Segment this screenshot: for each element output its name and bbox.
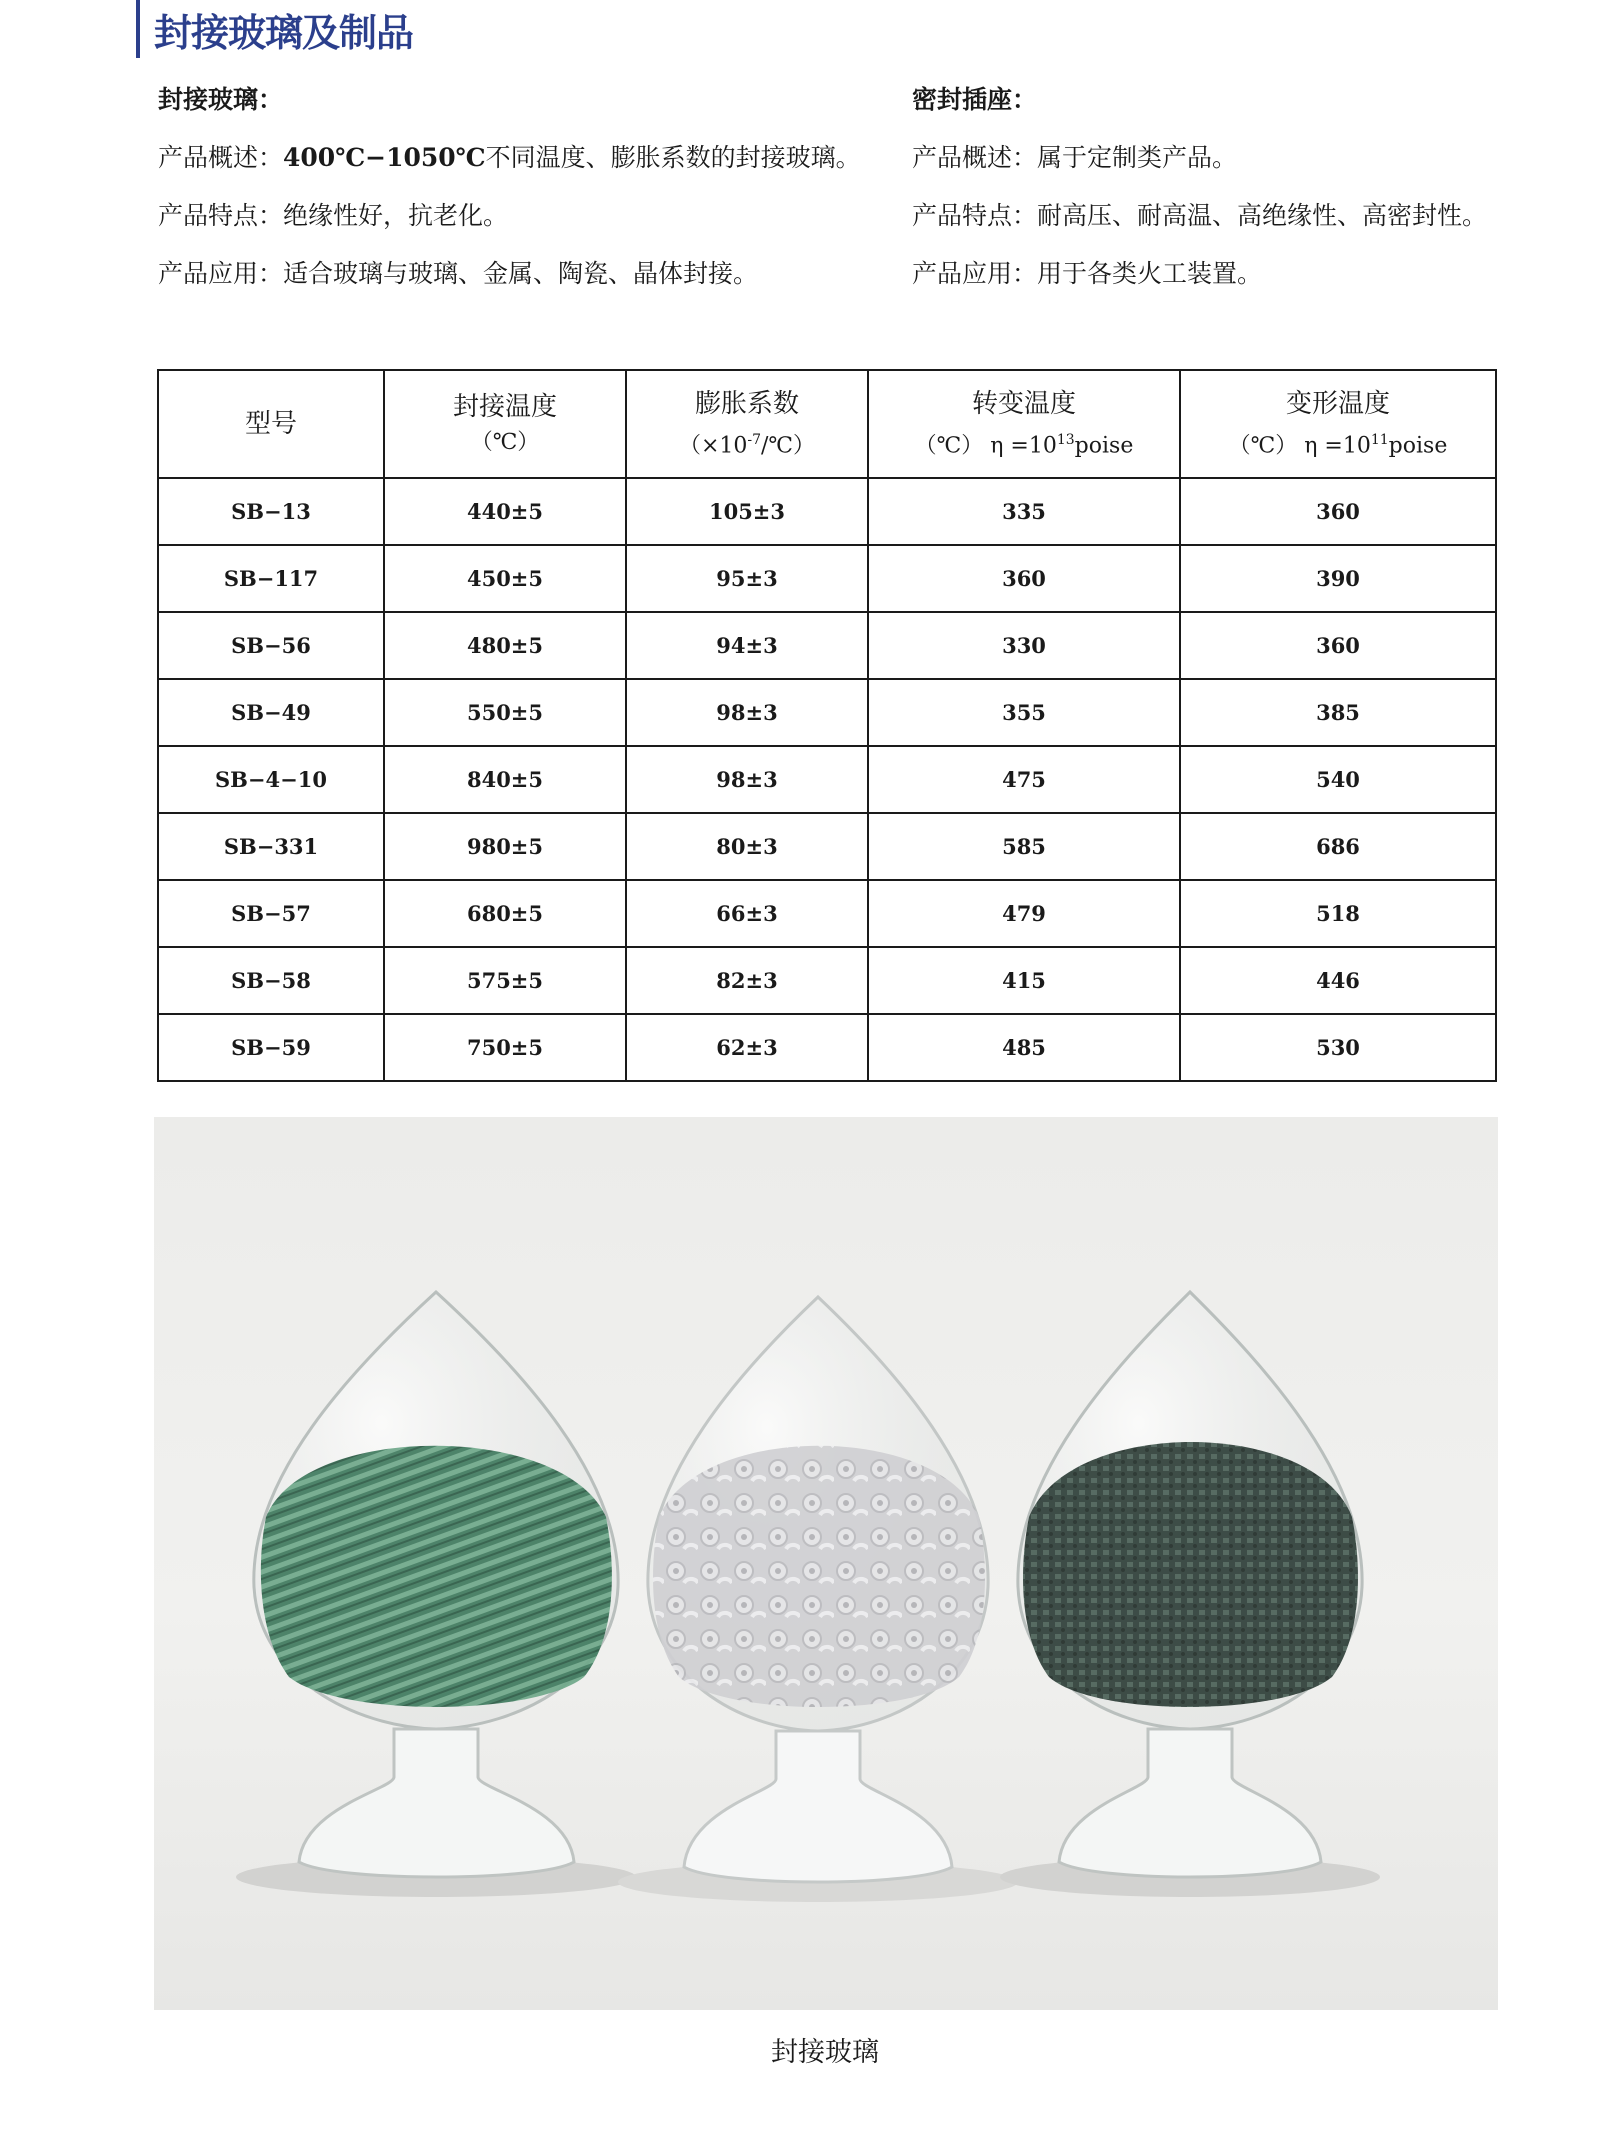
cell-expansion: 98±3 — [626, 746, 868, 813]
cell-expansion: 66±3 — [626, 880, 868, 947]
cell-transition-temp: 355 — [868, 679, 1180, 746]
cell-deform-temp: 686 — [1180, 813, 1496, 880]
sealed-socket-description — [912, 78, 1592, 310]
cell-seal-temp: 980±5 — [384, 813, 626, 880]
header-model: 型号 — [158, 370, 384, 478]
cell-transition-temp: 485 — [868, 1014, 1180, 1081]
table-row — [158, 545, 1496, 612]
sealing-glass-heading: 封接玻璃： — [158, 85, 284, 114]
cell-expansion: 95±3 — [626, 545, 868, 612]
cell-model: SB−4−10 — [158, 746, 384, 813]
cell-expansion: 80±3 — [626, 813, 868, 880]
cell-seal-temp: 750±5 — [384, 1014, 626, 1081]
product-photo — [154, 1117, 1498, 2010]
cell-model: SB−49 — [158, 679, 384, 746]
cell-expansion: 82±3 — [626, 947, 868, 1014]
cell-seal-temp: 550±5 — [384, 679, 626, 746]
section-title — [136, 0, 413, 58]
cell-model: SB−58 — [158, 947, 384, 1014]
cell-transition-temp: 335 — [868, 478, 1180, 545]
sealed-socket-heading: 密封插座： — [912, 85, 1038, 114]
header-expansion: 膨胀系数 $(\times 10^{-7}/℃)$ — [626, 370, 868, 478]
cell-model: SB−117 — [158, 545, 384, 612]
sealing-glass-overview — [158, 136, 878, 180]
cell-model: SB−57 — [158, 880, 384, 947]
cell-expansion: 94±3 — [626, 612, 868, 679]
cell-transition-temp: 360 — [868, 545, 1180, 612]
cell-model: SB−56 — [158, 612, 384, 679]
cell-seal-temp: 450±5 — [384, 545, 626, 612]
table-row — [158, 880, 1496, 947]
table-row — [158, 813, 1496, 880]
overview-label: 产品概述： — [158, 143, 284, 172]
flask-illustration — [154, 1117, 1498, 2010]
sealed-socket-overview: 产品概述：属于定制类产品。 — [912, 143, 1238, 172]
header-deform-temp: 变形温度 （℃） $\eta =10^{11}poise$ — [1180, 370, 1496, 478]
cell-model: SB−59 — [158, 1014, 384, 1081]
cell-deform-temp: 385 — [1180, 679, 1496, 746]
cell-transition-temp: 330 — [868, 612, 1180, 679]
sealed-socket-applications: 产品应用：用于各类火工装置。 — [912, 259, 1263, 288]
table-header-row — [158, 370, 1496, 478]
cell-expansion: 62±3 — [626, 1014, 868, 1081]
cell-transition-temp: 585 — [868, 813, 1180, 880]
cell-transition-temp: 475 — [868, 746, 1180, 813]
header-seal-temp: 封接温度 （℃） — [384, 370, 626, 478]
cell-seal-temp: 480±5 — [384, 612, 626, 679]
sealing-glass-features: 产品特点：绝缘性好，抗老化。 — [158, 201, 509, 230]
cell-expansion: 98±3 — [626, 679, 868, 746]
table-row — [158, 947, 1496, 1014]
cell-deform-temp: 530 — [1180, 1014, 1496, 1081]
overview-text: 不同温度、膨胀系数的封接玻璃。 — [485, 143, 861, 172]
sealed-socket-features: 产品特点：耐高压、耐高温、高绝缘性、高密封性。 — [912, 201, 1488, 230]
overview-range: 400℃−1050℃ — [283, 143, 486, 172]
cell-deform-temp: 518 — [1180, 880, 1496, 947]
cell-seal-temp: 840±5 — [384, 746, 626, 813]
cell-transition-temp: 479 — [868, 880, 1180, 947]
sealing-glass-description — [158, 78, 878, 310]
header-transition-temp: 转变温度 （℃） $\eta =10^{13}poise$ — [868, 370, 1180, 478]
cell-seal-temp: 575±5 — [384, 947, 626, 1014]
cell-model: SB−13 — [158, 478, 384, 545]
cell-model: SB−331 — [158, 813, 384, 880]
photo-caption: 封接玻璃 — [771, 2037, 879, 2068]
table-row — [158, 746, 1496, 813]
flask-green-rods — [254, 1292, 618, 1877]
table-row — [158, 478, 1496, 545]
flask-white-beads — [648, 1297, 988, 1882]
cell-seal-temp: 440±5 — [384, 478, 626, 545]
sealing-glass-applications: 产品应用：适合玻璃与玻璃、金属、陶瓷、晶体封接。 — [158, 259, 759, 288]
cell-seal-temp: 680±5 — [384, 880, 626, 947]
page-title: 封接玻璃及制品 — [154, 10, 414, 55]
cell-deform-temp: 360 — [1180, 478, 1496, 545]
cell-deform-temp: 390 — [1180, 545, 1496, 612]
table-row — [158, 612, 1496, 679]
cell-expansion: 105±3 — [626, 478, 868, 545]
table-row — [158, 679, 1496, 746]
table-row — [158, 1014, 1496, 1081]
cell-deform-temp: 446 — [1180, 947, 1496, 1014]
flask-dark-granules — [1018, 1292, 1362, 1877]
spec-table — [157, 369, 1497, 1082]
cell-transition-temp: 415 — [868, 947, 1180, 1014]
cell-deform-temp: 540 — [1180, 746, 1496, 813]
cell-deform-temp: 360 — [1180, 612, 1496, 679]
